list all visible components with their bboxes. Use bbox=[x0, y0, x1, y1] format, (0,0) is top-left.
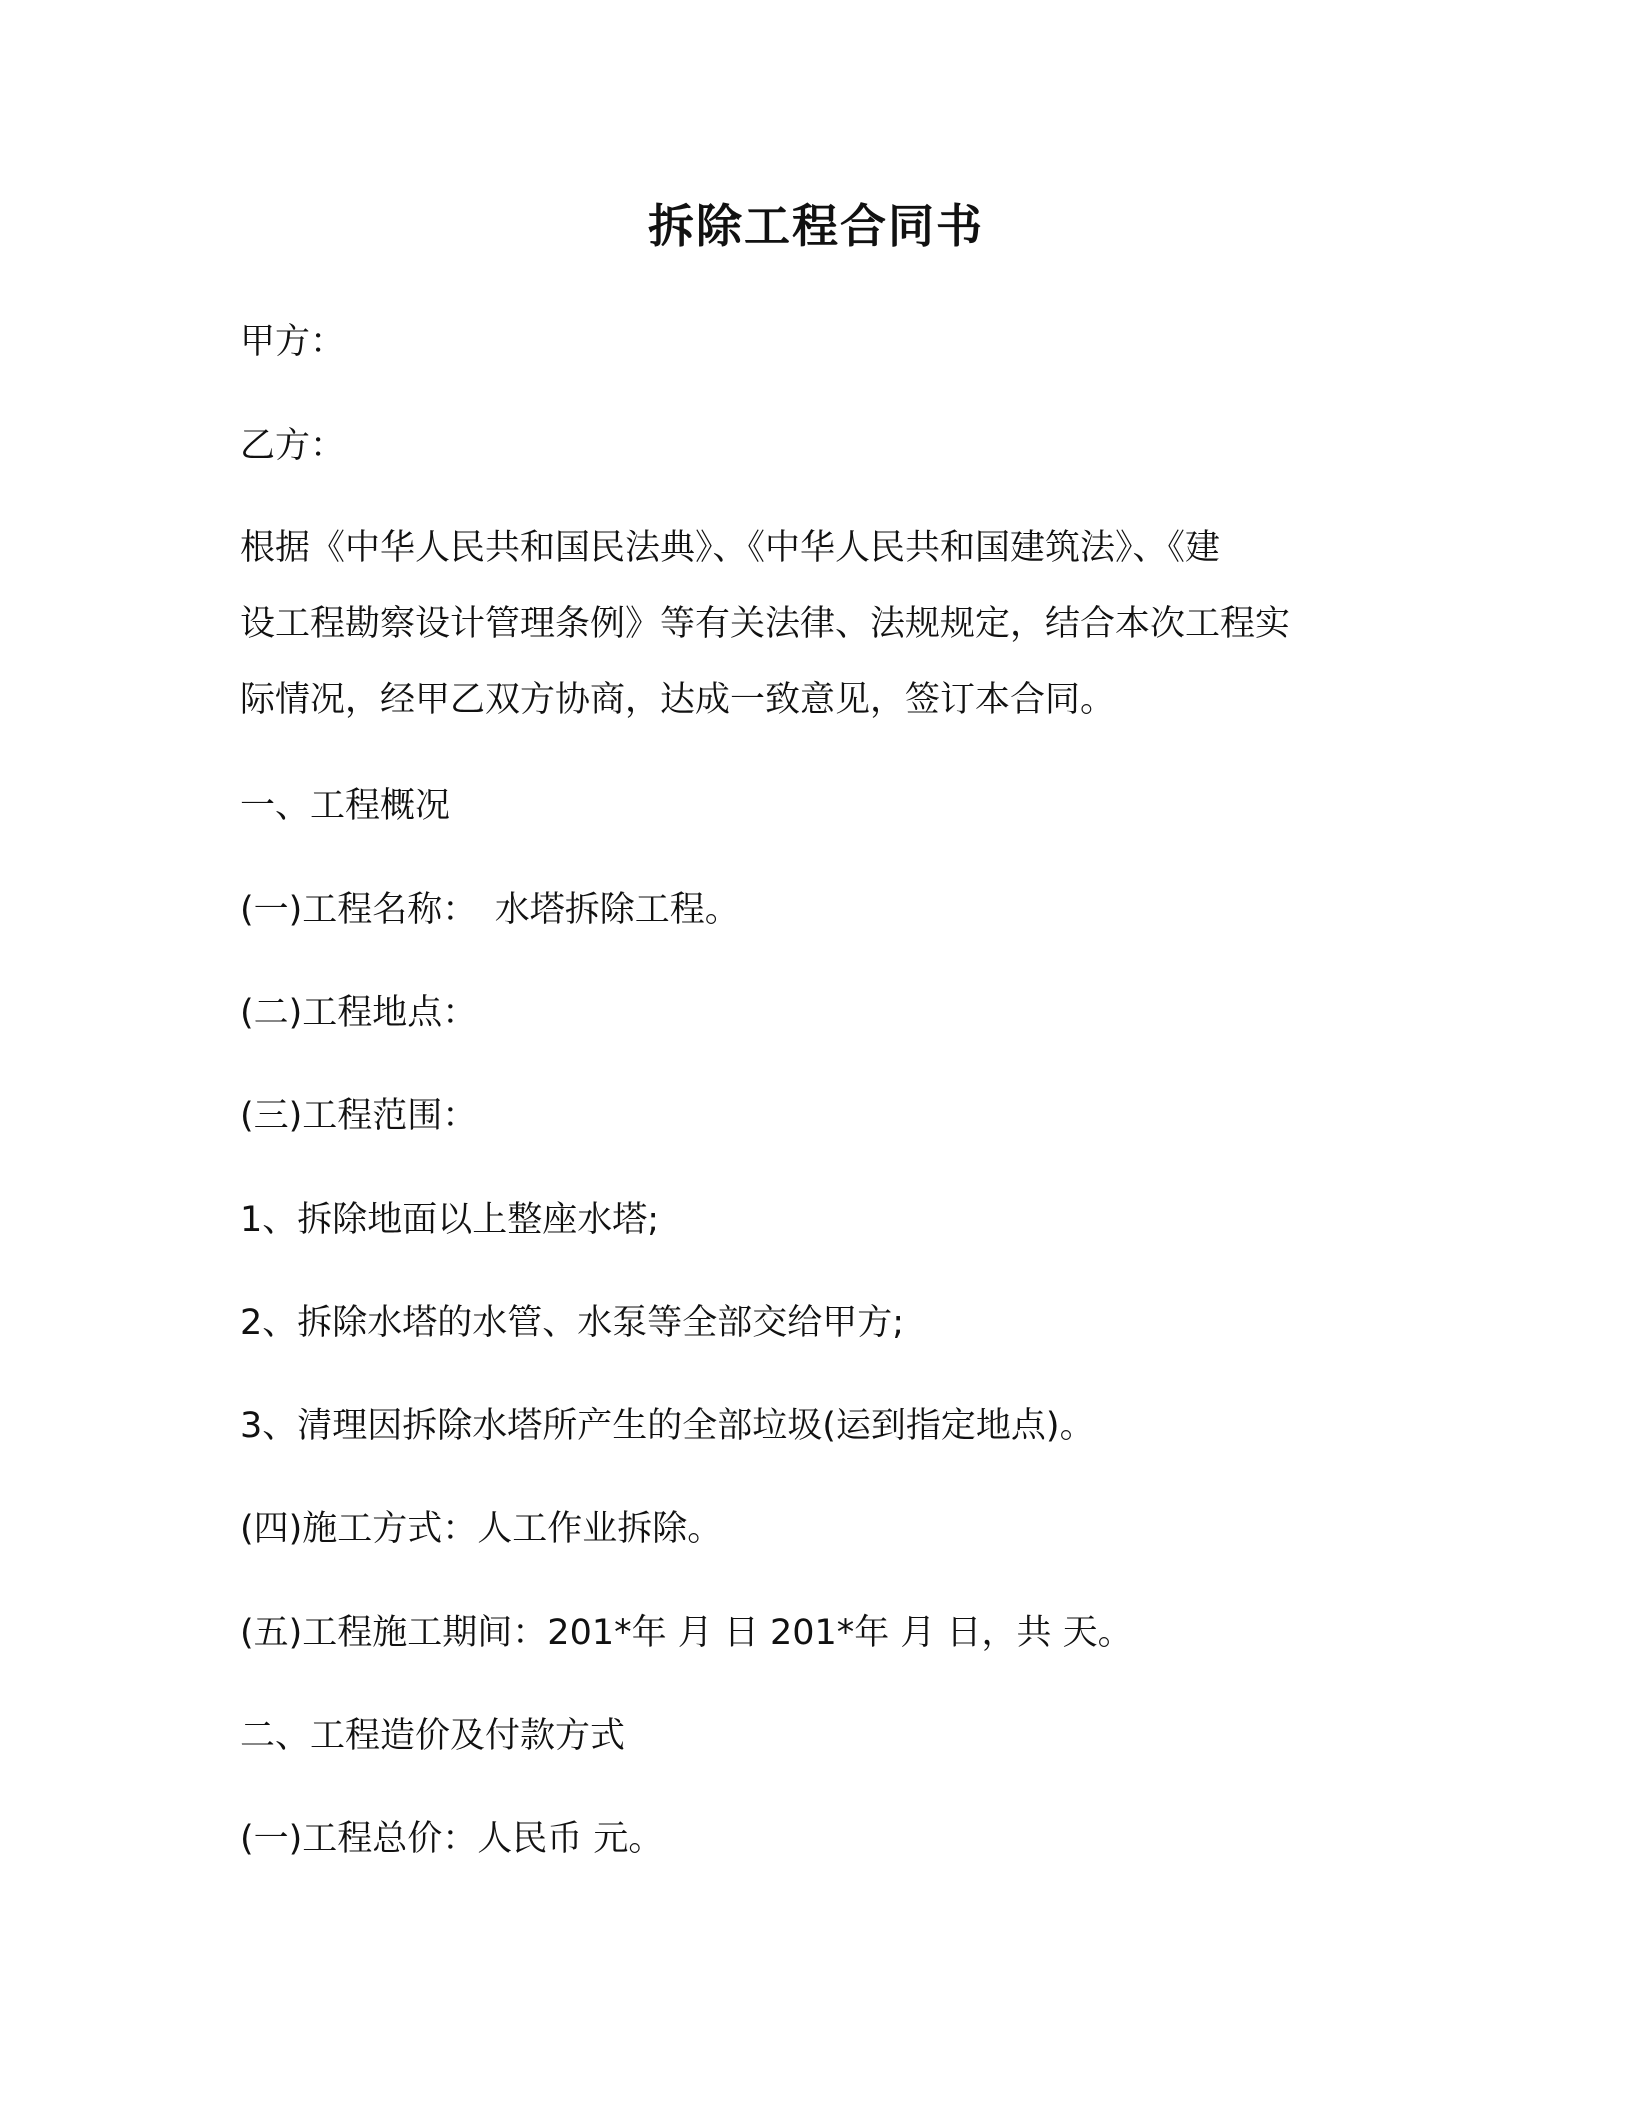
party-b-label: 乙方： bbox=[240, 426, 346, 466]
scope-item-2: 2、拆除水塔的水管、水泵等全部交给甲方; bbox=[240, 1303, 905, 1343]
section-2-heading: 二、工程造价及付款方式 bbox=[240, 1716, 626, 1756]
construction-period-line: (五)工程施工期间：201*年 月 日 201*年 月 日，共 天。 bbox=[240, 1613, 1133, 1653]
intro-line: 设工程勘察设计管理条例》等有关法律、法规规定，结合本次工程实 bbox=[240, 604, 1291, 644]
construction-method-line: (四)施工方式：人工作业拆除。 bbox=[240, 1509, 723, 1549]
intro-paragraph bbox=[240, 510, 1360, 738]
document-title: 拆除工程合同书 bbox=[648, 199, 984, 253]
intro-line: 际情况，经甲乙双方协商，达成一致意见，签订本合同。 bbox=[240, 680, 1116, 720]
project-scope-line: (三)工程范围： bbox=[240, 1096, 478, 1136]
scope-item-1: 1、拆除地面以上整座水塔; bbox=[240, 1200, 660, 1240]
scope-item-3: 3、清理因拆除水塔所产生的全部垃圾(运到指定地点)。 bbox=[240, 1406, 1095, 1446]
party-a-label: 甲方： bbox=[240, 322, 346, 362]
project-name-line: (一)工程名称： 水塔拆除工程。 bbox=[240, 890, 740, 930]
section-1-heading: 一、工程概况 bbox=[240, 786, 451, 826]
total-price-line: (一)工程总价：人民币 元。 bbox=[240, 1819, 664, 1859]
project-location-line: (二)工程地点： bbox=[240, 993, 478, 1033]
intro-line: 根据《中华人民共和国民法典》、《中华人民共和国建筑法》、《建 bbox=[240, 528, 1221, 568]
